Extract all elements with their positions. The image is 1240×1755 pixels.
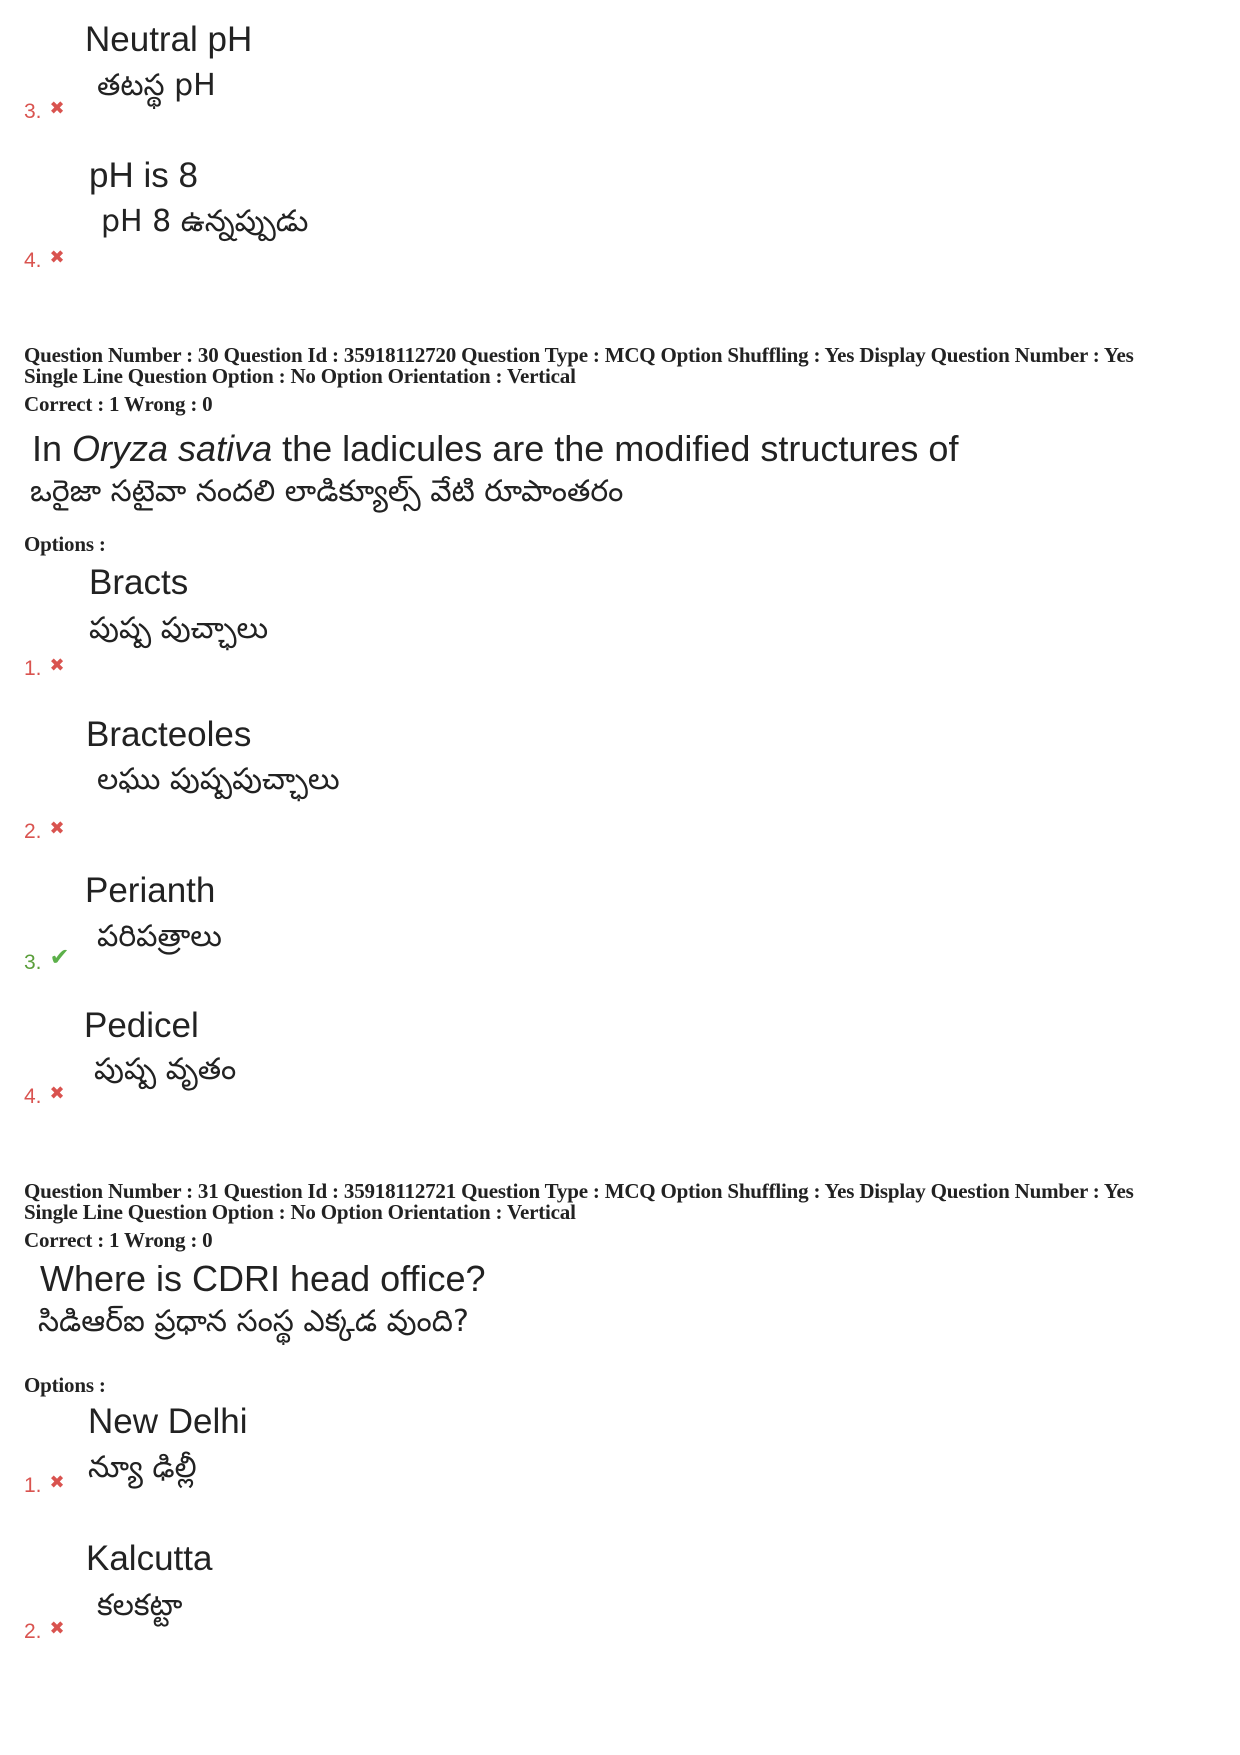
- check-icon: ✔: [49, 944, 70, 971]
- option-text-telugu: కలకట్టా: [97, 1588, 183, 1623]
- option-text-telugu: పుష్ప పుచ్ఛాలు: [89, 611, 269, 646]
- question-text-english: Where is CDRI head office?: [40, 1258, 486, 1299]
- option-text-telugu: న్యూ ఢిల్లీ: [88, 1450, 197, 1485]
- option-number: 1. ✖: [24, 1472, 65, 1497]
- option-number: 1. ✖: [24, 655, 65, 680]
- question-meta-line: Question Number : 31 Question Id : 35918112721 Question Type : MCQ Option Shuffling : Yes Display Question Number : Yes: [24, 1179, 1134, 1203]
- option-number: 4. ✖: [24, 247, 65, 272]
- option-number: 3. ✔: [24, 944, 70, 974]
- option-text-telugu: తటస్థ pH: [97, 68, 216, 103]
- option-text-english: Bracts: [89, 563, 189, 602]
- option-number: 4. ✖: [24, 1083, 65, 1108]
- question-marks: Correct : 1 Wrong : 0: [24, 1228, 213, 1252]
- option-text-english: New Delhi: [88, 1402, 248, 1441]
- options-label: Options :: [24, 1373, 106, 1397]
- option-text-telugu: పరిపత్రాలు: [97, 919, 222, 954]
- question-meta-line: Single Line Question Option : No Option Orientation : Vertical: [24, 1200, 576, 1224]
- cross-icon: ✖: [49, 655, 65, 675]
- question-text-telugu: సిడిఆర్ఐ ప్రధాన సంస్థ ఎక్కడ వుంది?: [38, 1304, 469, 1339]
- option-text-english: Kalcutta: [86, 1539, 213, 1578]
- question-meta-line: Question Number : 30 Question Id : 35918112720 Question Type : MCQ Option Shuffling : Yes Display Question Number : Yes: [24, 343, 1134, 367]
- option-text-english: Bracteoles: [86, 715, 252, 754]
- option-text-english: pH is 8: [89, 156, 198, 195]
- options-label: Options :: [24, 532, 106, 556]
- cross-icon: ✖: [49, 1083, 65, 1103]
- option-text-english: Pedicel: [84, 1006, 199, 1045]
- cross-icon: ✖: [49, 247, 65, 267]
- cross-icon: ✖: [49, 1472, 65, 1492]
- option-text-english: Neutral pH: [85, 20, 253, 59]
- option-text-telugu: pH 8 ఉన్నప్పుడు: [101, 204, 309, 239]
- cross-icon: ✖: [49, 818, 65, 838]
- option-number: 2. ✖: [24, 1618, 65, 1643]
- cross-icon: ✖: [49, 1618, 65, 1638]
- question-marks: Correct : 1 Wrong : 0: [24, 392, 213, 416]
- cross-icon: ✖: [49, 98, 65, 118]
- option-number: 3. ✖: [24, 98, 65, 123]
- question-text-english: In Oryza sativa the ladicules are the modified structures of: [32, 428, 959, 469]
- option-number: 2. ✖: [24, 818, 65, 843]
- question-text-telugu: ఒరైజా సటైవా నందలి లాడిక్యూల్స్ వేటి రూపాంతరం: [30, 474, 624, 509]
- option-text-telugu: పుష్ప వృతం: [94, 1052, 237, 1087]
- option-text-english: Perianth: [85, 871, 216, 910]
- question-meta-line: Single Line Question Option : No Option Orientation : Vertical: [24, 364, 576, 388]
- option-text-telugu: లఘు పుష్పపుచ్ఛాలు: [97, 762, 340, 797]
